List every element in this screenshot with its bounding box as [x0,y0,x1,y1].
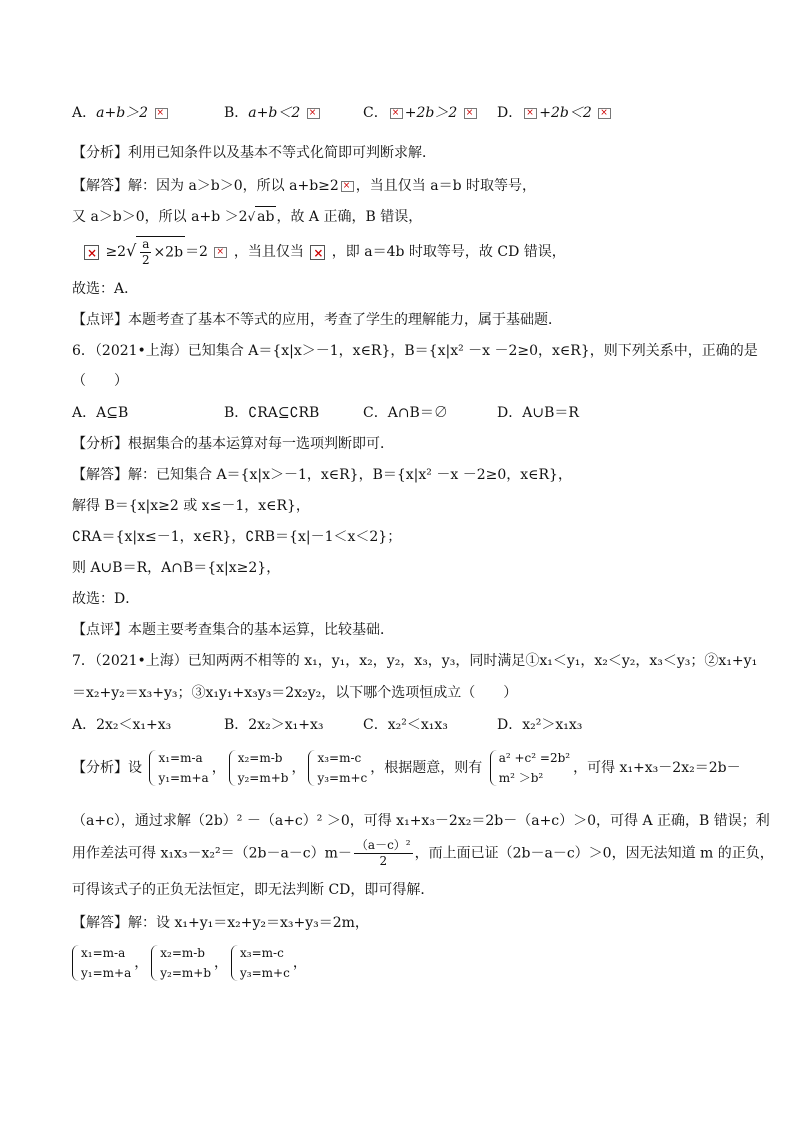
equation-system: x₁=m-a y₁=m+a [149,748,208,788]
broken-image-icon [307,108,320,119]
q6-option-c: C．A∩B＝∅ [363,405,448,421]
fraction: $\frac{a}{2}$ [142,237,150,267]
q6-option-a: A．A⊆B [72,405,129,421]
q5-option-c: C．× +2b＞2 × [363,103,479,123]
q5-option-d: D．× +2b＜2 × [497,103,613,123]
broken-image-icon [341,181,354,192]
q7-solution-line1: 【解答】解：设 x₁+y₁＝x₂+y₂＝x₃+y₃＝2m， [72,915,369,931]
q5-solution-line3: × ≥2√ $\frac{a}{2}$ ×2b ＝2 × ，当且仅当 × ，即 a＝4b 时取等号，故 CD 错误， [72,236,566,270]
equation-system: x₁=m-a y₁=m+a [72,943,131,983]
q7-option-d: D．x₂²＞x₁x₃ [497,717,583,733]
equation-system: a² +c² =2b² m² ＞b² [490,748,570,788]
broken-image-icon [214,247,227,258]
q7-stem-line1: 7．（2021•上海）已知两两不相等的 x₁，y₁，x₂，y₂，x₃，y₃，同时满足①x₁＜y₁，x₂＜y₂，x₃＜y₃；②x₁+y₁ [72,653,758,669]
equation-system: x₃=m-c y₃=m+c [231,943,290,983]
q5-answer: 故选：A． [72,281,139,297]
q7-analysis-line4: 可得该式子的正负无法恒定，即无法判断 CD，即可得解． [72,882,435,898]
q6-option-b: B．∁RA⊆∁RB [224,405,320,421]
q6-solution-line2: 解得 B＝{x|x≥2 或 x≤－1，x∈R}， [72,498,310,514]
q7-analysis-line2: （a+c），通过求解（2b）² －（a+c）² ＞0，可得 x₁+x₃－2x₂＝2b－（a+c）＞0，可得 A 正确，B 错误；利 [72,813,770,829]
broken-image-icon [84,245,99,260]
q6-analysis: 【分析】根据集合的基本运算对每一选项判断即可． [72,436,394,452]
q7-solution-line2: x₁=m-a y₁=m+a ， x₂=m-b y₂=m+b ， x₃=m-c y₃=m+c ， [72,943,307,989]
q6-solution-line4: 则 A∪B＝R，A∩B＝{x|x≥2}， [72,560,281,576]
q5-analysis: 【分析】利用已知条件以及基本不等式化简即可判断求解． [72,145,436,161]
q7-option-c: C．x₂²＜x₁x₃ [363,717,448,733]
broken-image-icon [390,108,403,119]
q7-stem-line2: ＝x₂+y₂＝x₃+y₃；③x₁y₁+x₃y₃＝2x₂y₂，以下哪个选项恒成立（ ） [72,685,518,701]
q6-stem: 6．（2021•上海）已知集合 A＝{x|x＞－1，x∈R}，B＝{x|x² －x －2≥0，x∈R}，则下列关系中，正确的是 [72,343,758,359]
q5-comment: 【点评】本题考查了基本不等式的应用，考查了学生的理解能力，属于基础题． [72,312,562,328]
q7-option-a: A．2x₂＜x₁+x₃ [72,717,172,733]
broken-image-icon [524,108,537,119]
equation-system: x₂=m-b y₂=m+b [151,943,211,983]
equation-system: x₂=m-b y₂=m+b [229,748,289,788]
broken-image-icon [598,108,611,119]
fraction: $\frac{\text{（a－c）²}}{2}$ [355,838,411,868]
q7-analysis-line1: 【分析】设 x₁=m-a y₁=m+a ， x₂=m-b y₂=m+b ， x₃=m-c y₃=m+c ，根据题意，则有 a² +c² =2b² m² ＞b² ，可得 x₁+x₃－2x₂＝2b－ [72,748,741,794]
q7-analysis-line3: 用作差法可得 x₁x₃－x₂²＝（2b－a－c）m－ $\frac{\text{（a－c）²}}{2}$ ，而上面已证（2b－a－c）＞0，因无法知道 m 的正负， [72,838,774,868]
broken-image-icon [155,108,168,119]
q5-option-b: B．a+b＜2 × [224,103,322,123]
broken-image-icon [464,108,477,119]
q7-option-b: B．2x₂＞x₁+x₃ [224,717,324,733]
q6-option-d: D．A∪B＝R [497,405,579,421]
broken-image-icon [310,245,325,260]
equation-system: x₃=m-c y₃=m+c [308,748,367,788]
q6-comment: 【点评】本题主要考查集合的基本运算，比较基础． [72,622,394,638]
q5-solution-line2: 又 a＞b＞0，所以 a+b ＞2√ ab ，故 A 正确，B 错误， [72,206,422,227]
q6-answer: 故选：D． [72,591,140,607]
q6-solution-line1: 【解答】解：已知集合 A＝{x|x＞－1，x∈R}，B＝{x|x² －x －2≥0，x∈R}， [72,467,572,483]
q5-solution-line1: 【解答】解：因为 a＞b＞0，所以 a+b≥2× ，当且仅当 a＝b 时取等号， [72,176,536,196]
q5-option-a: A．a+b＞2 × [72,103,170,123]
q6-solution-line3: ∁RA＝{x|x≤－1，x∈R}，∁RB＝{x|－1＜x＜2}； [72,529,402,545]
q6-stem-blank: （ ） [72,373,128,389]
